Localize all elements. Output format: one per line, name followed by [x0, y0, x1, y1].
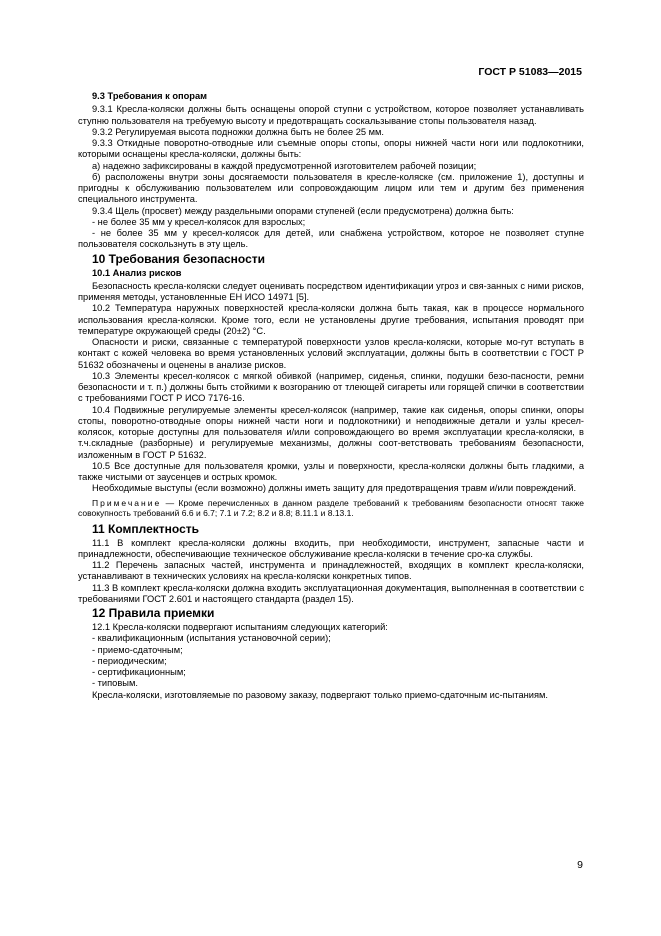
paragraph-11-3: 11.3 В комплект кресла-коляски должна входить эксплуатационная документация, выполненная в соответствии с требованиями ГОСТ 2.601 и настоящего стандарта (раздел 15). — [78, 582, 584, 604]
list-item-acceptance: - приемо-сдаточным; — [92, 644, 183, 655]
section-10-1-heading: 10.1 Анализ рисков — [92, 267, 182, 278]
section-11-heading: 11 Комплектность — [92, 521, 200, 536]
document-body — [78, 91, 584, 701]
list-item-qualification: - квалификационным (испытания установочной серии); — [92, 633, 331, 644]
list-item-9-3-4-adults: - не более 35 мм у кресел-колясок для взрослых; — [92, 216, 306, 227]
paragraph-9-3-3: 9.3.3 Откидные поворотно-отводные или съемные опоры стопы, опоры нижней части ноги или подлокотники, которыми оснащены кресла-коляски, должны быть: — [78, 138, 584, 160]
paragraph-10-5-protrusions: Необходимые выступы (если возможно) должны иметь защиту для предотвращения травм и/или повреждений. — [92, 483, 577, 494]
paragraph-10-2-hazards: Опасности и риски, связанные с температурой поверхности узлов кресла-коляски, которые мо-гут вступать в контакт с кожей человека во время установленных условий эксплуатации, должны быть в соответствии с ГОСТ Р 51632 обозначены и оценены в анализе рисков. — [78, 337, 584, 370]
paragraph-11-2: 11.2 Перечень запасных частей, инструмента и принадлежностей, входящих в комплект кресла-коляски, устанавливают в технических условиях на кресла-коляски конкретных типов. — [78, 560, 584, 582]
section-9-3-heading: 9.3 Требования к опорам — [92, 91, 208, 101]
standard-header: ГОСТ Р 51083—2015 — [478, 66, 582, 78]
list-item-periodic: - периодическим; — [92, 655, 167, 666]
paragraph-12-1: 12.1 Кресла-коляски подвергают испытаниям следующих категорий: — [92, 622, 388, 632]
paragraph-10-1: Безопасность кресла-коляски следует оценивать посредством идентификации угроз и свя-занных с ними рисков, применяя методы, установленные ЕН ИСО 14971 [5]. — [78, 280, 584, 302]
paragraph-9-3-2: 9.3.2 Регулируемая высота подножки должна быть не более 25 мм. — [92, 126, 385, 137]
paragraph-10-4: 10.4 Подвижные регулируемые элементы кресел-колясок (например, такие как сиденья, опоры спинки, опоры стопы, поворотно-отводные опоры нижней части ноги и подлокотники) и неподвижные детали и узлы кресел-колясок, которые доступны для пользователя и/или сопровождающего во время эксплуатации кресла-коляски, в т.ч.складные (разборные) и регулируемые механизмы, должны соот-ветствовать требованиям безопасности, изложенным в ГОСТ Р 51632. — [78, 404, 584, 460]
note-text: — Кроме перечисленных в данном разделе требований к требованиям безопасности относят также совокупность требований 6.6 и 6.7; 7.1 и 7.2; 8.2 и 8.8; 8.11.1 и 8.13.1. — [78, 497, 584, 518]
paragraph-10-3: 10.3 Элементы кресел-колясок с мягкой обивкой (например, сиденья, спинки, подушки безо-пасности, ремни безопасности и т. п.) должны быть стойкими к возгоранию от тлеющей сигареты или горящей спички в соответствии с требованиями ГОСТ Р ИСО 7176-16. — [78, 370, 584, 404]
paragraph-11-1: 11.1 В комплект кресла-коляски должны входить, при необходимости, инструмент, запасные части и принадлежности, обеспечивающие техническое обслуживание кресла-коляски в течение сро-ка службы. — [78, 537, 584, 559]
list-item-9-3-4-children: - не более 35 мм у кресел-колясок для детей, или снабжена устройством, которое не позволяет ступне пользователя соскользнуть в эту щель. — [78, 228, 584, 250]
paragraph-12-one-off-orders: Кресла-коляски, изготовляемые по разовому заказу, подвергают только приемо-сдаточным ис-пытаниям. — [92, 689, 548, 700]
paragraph-10-2: 10.2 Температура наружных поверхностей кресла-коляски должна быть такая, как в процессе нормального использования кресла-коляски. Кроме того, если не установлены другие требования, испытания проводят при температуре окружающей среды (20±2) °С. — [78, 303, 584, 336]
paragraph-9-3-1: 9.3.1 Кресла-коляски должны быть оснащены опорой ступни с устройством, которое позволяет устанавливать ступню пользователя на требуемую высоту и предотвращать соскальзывание стопы пользователя назад. — [78, 104, 584, 126]
note-label: Примечание — [92, 497, 162, 508]
list-item-9-3-3-b: б) расположены внутри зоны досягаемости пользователя в кресле-коляске (см. приложение 1), доступны и пригодны к обслуживанию пользователем или сопровождающим лицом или тем и другим без применения специального инструмента. — [78, 171, 584, 205]
page-number: 9 — [577, 859, 583, 871]
paragraph-9-3-4: 9.3.4 Щель (просвет) между раздельными опорами ступеней (если предусмотрена) должна быть: — [92, 205, 514, 216]
paragraph-10-5: 10.5 Все доступные для пользователя кромки, узлы и поверхности, кресла-коляски должны быть гладкими, а также чистыми от заусенцев и острых кромок. — [78, 460, 584, 482]
list-item-certification: - сертификационным; — [92, 667, 186, 677]
list-item-type: - типовым. — [92, 678, 138, 689]
list-item-9-3-3-a: а) надежно зафиксированы в каждой предусмотренной изготовителем рабочей позиции; — [92, 160, 477, 171]
note — [78, 498, 584, 519]
section-10-heading: 10 Требования безопасности — [92, 251, 266, 266]
section-12-heading: 12 Правила приемки — [92, 606, 215, 620]
